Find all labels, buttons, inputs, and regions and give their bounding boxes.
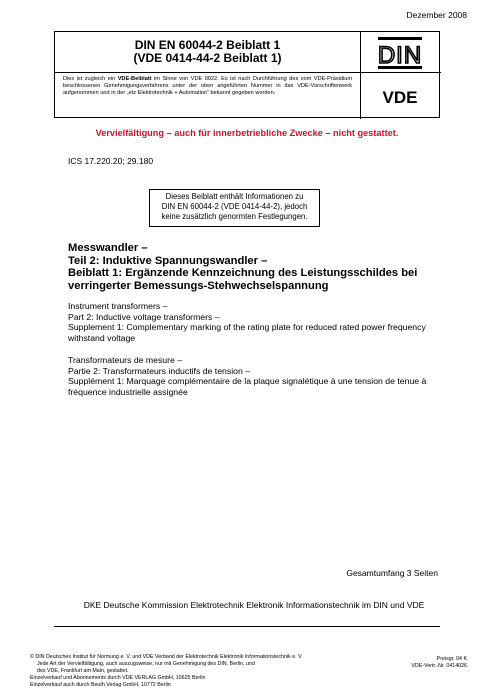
title-fr-line-3: Supplément 1: Marquage complémentaire de la plaque signalétique à une tension de tenue à bbox=[68, 376, 427, 387]
total-pages: Gesamtumfang 3 Seiten bbox=[346, 568, 438, 578]
document-number-cell bbox=[55, 32, 361, 73]
footer-line-2: Jede Art der Vervielfältigung, auch auszugsweise, nur mit Genehmigung des DIN, Berlin, und bbox=[37, 661, 255, 667]
title-fr-line-4: fréquence industrielle assignée bbox=[68, 386, 188, 397]
vde-logo-text: VDE bbox=[382, 88, 418, 107]
title-de-line-3: Beiblatt 1: Ergänzende Kennzeichnung des Leistungsschildes bei bbox=[68, 267, 418, 279]
ics-code: ICS 17.220.20; 29.180 bbox=[68, 156, 154, 166]
title-de-line-1: Messwandler – bbox=[68, 242, 148, 254]
info-box bbox=[149, 189, 320, 227]
title-fr-line-1: Transformateurs de mesure – bbox=[68, 355, 183, 365]
description-prefix: Dies ist zugleich ein bbox=[63, 76, 116, 82]
title-fr-line-2: Partie 2: Transformateurs inductifs de tension – bbox=[68, 365, 251, 376]
title-en-line-3: Supplement 1: Complementary marking of the rating plate for reduced rated power frequency bbox=[68, 322, 426, 333]
copy-warning: Vervielfältigung – auch für innerbetriebliche Zwecke – nicht gestattet. bbox=[95, 128, 399, 138]
header-box bbox=[54, 31, 440, 118]
title-en-line-2: Part 2: Inductive voltage transformers – bbox=[68, 311, 220, 322]
dke-line: DKE Deutsche Kommission Elektrotechnik Elektronik Informationstechnik im DIN und VDE bbox=[83, 600, 425, 610]
vde-logo bbox=[361, 73, 441, 119]
title-en-line-4: withstand voltage bbox=[68, 332, 136, 343]
din-logo bbox=[361, 32, 441, 73]
document-number: DIN EN 60044-2 Beiblatt 1 bbox=[134, 38, 281, 52]
info-line-3: keine zusätzlich genormten Festlegungen. bbox=[161, 212, 308, 221]
footer-line-1: © DIN Deutsches Institut für Normung e. V. und VDE Verband der Elektrotechnik Elektronik Informationstechnik e. V. bbox=[30, 654, 303, 660]
vde-description bbox=[55, 73, 361, 119]
din-logo-icon bbox=[361, 32, 441, 73]
info-line-2: DIN EN 60044-2 (VDE 0414-44-2), jedoch bbox=[161, 202, 308, 211]
title-german bbox=[68, 242, 448, 292]
title-english bbox=[68, 301, 458, 343]
order-number: VDE-Vertr.-Nr. 0414026 bbox=[411, 663, 467, 669]
issue-date: Dezember 2008 bbox=[406, 10, 467, 20]
title-en-line-1: Instrument transformers – bbox=[68, 301, 168, 311]
price-group: Preisgr. 04 K bbox=[436, 656, 467, 662]
din-logo-text: DIN bbox=[377, 42, 423, 69]
footer-line-4: Einzelverkauf und Abonnements durch VDE VERLAG GmbH, 10625 Berlin bbox=[30, 675, 206, 681]
info-line-1: Dieses Beiblatt enthält Informationen zu bbox=[165, 192, 304, 201]
title-de-line-4: verringerter Bemessungs-Stehwechselspannung bbox=[68, 279, 329, 292]
footer-line-3: des VDE, Frankfurt am Main, gestattet. bbox=[37, 668, 129, 674]
footer-divider bbox=[54, 626, 440, 627]
footer-line-5: Einzelverkauf auch durch Beuth Verlag GmbH, 10772 Berlin bbox=[30, 682, 171, 688]
footer-copyright bbox=[30, 654, 380, 689]
footer-order-info bbox=[411, 656, 467, 670]
title-french bbox=[68, 355, 458, 397]
description-bold: VDE-Beiblatt bbox=[117, 76, 152, 82]
vde-number: (VDE 0414-44-2 Beiblatt 1) bbox=[133, 51, 282, 65]
vde-logo-icon bbox=[361, 73, 441, 119]
description-rest: im Sinne von VDE 0022. Es ist nach Durchführung des vom VDE-Präsidium beschlossenen Genehmigungsverfahrens unter der oben angeführten Nummer in das VDE-Vorschriftenwerk aufgenommen und in der „etz Elektrotechnik + Automation“ bekannt gegeben worden. bbox=[63, 76, 352, 97]
title-de-line-2: Teil 2: Induktive Spannungswandler – bbox=[68, 254, 268, 267]
